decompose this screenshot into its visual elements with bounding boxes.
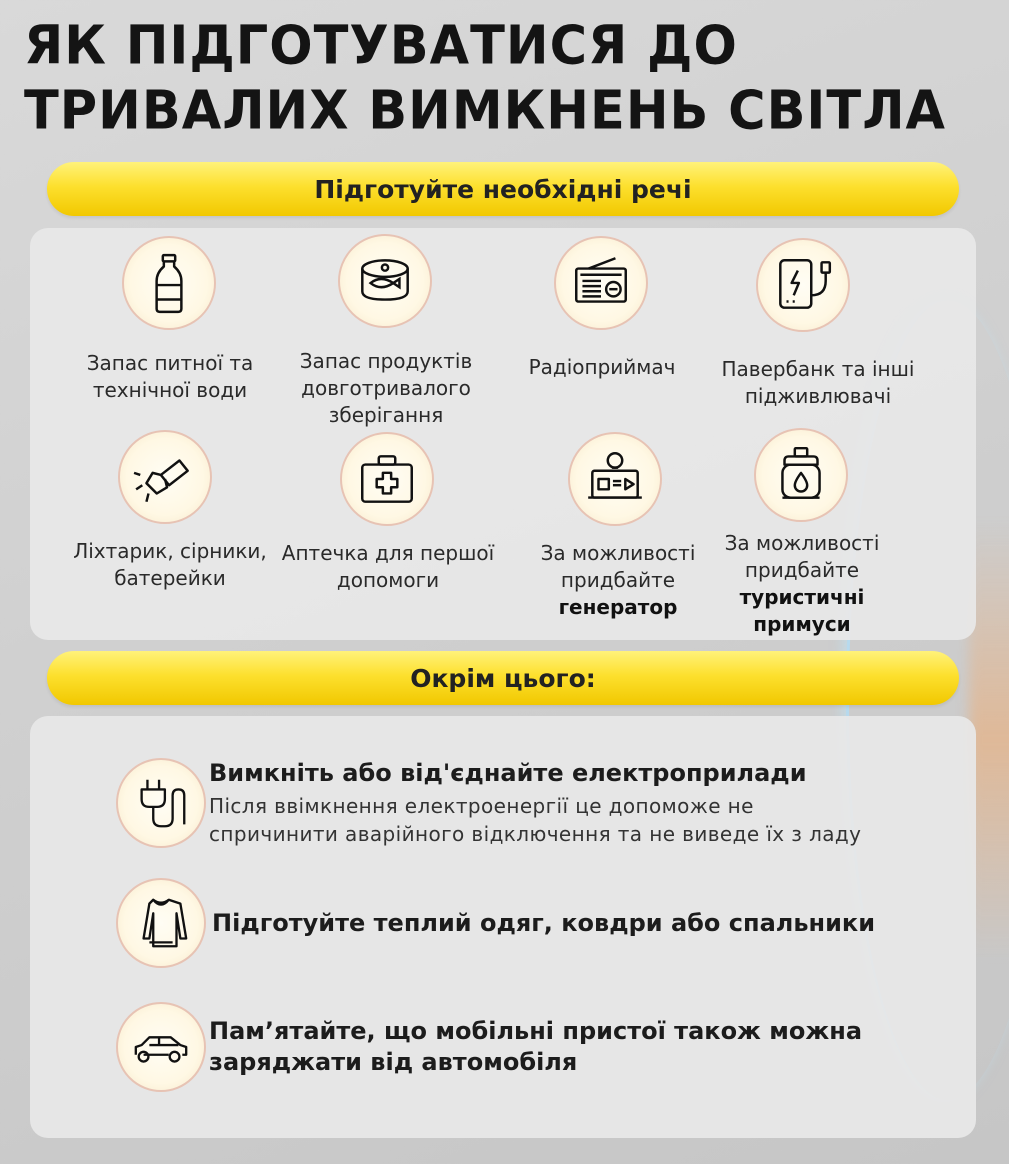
water-bottle-icon xyxy=(122,236,216,330)
flashlight-icon xyxy=(118,430,212,524)
item-food-label: Запас продуктів довготривалого зберігання xyxy=(299,349,473,427)
item-radio-label: Радіоприймач xyxy=(528,355,676,379)
item-gas-text: За можливості придбайте xyxy=(724,531,880,582)
gas-canister-icon xyxy=(754,428,848,522)
tip-warm-clothes-title: Підготуйте теплий одяг, ковдри або спальники xyxy=(212,909,876,937)
tip-car-charge-title-line-1: Пам’ятайте, що мобільні пристої також можна xyxy=(209,1017,863,1045)
item-gas-bold: туристичні примуси xyxy=(739,585,865,636)
item-generator-bold: генератор xyxy=(558,595,678,619)
item-gas-label xyxy=(692,530,912,638)
car-icon xyxy=(116,1002,206,1092)
powerbank-icon xyxy=(756,238,850,332)
item-flashlight-label: Ліхтарик, сірники, батерейки xyxy=(73,539,267,590)
item-generator-text: За можливості придбайте xyxy=(540,541,696,592)
page-title xyxy=(24,14,946,144)
plug-icon xyxy=(116,758,206,848)
sweater-icon xyxy=(116,878,206,968)
tips-panel xyxy=(30,716,976,1138)
tip-car-charge-title-line-2: заряджати від автомобіля xyxy=(209,1048,578,1076)
radio-icon xyxy=(554,236,648,330)
section-header-items: Підготуйте необхідні речі xyxy=(47,162,959,216)
canned-food-icon xyxy=(338,234,432,328)
item-water-label: Запас питної та технічної води xyxy=(86,351,254,402)
page-title-line-2: ТРИВАЛИХ ВИМКНЕНЬ СВІТЛА xyxy=(24,80,947,143)
items-panel xyxy=(30,228,976,640)
item-powerbank-label: Павербанк та інші підживлювачі xyxy=(721,357,915,408)
item-firstaid-label: Аптечка для першої допомоги xyxy=(281,541,495,592)
tip-unplug-subtitle-line-1: Після ввімкнення електроенергії це допоможе не xyxy=(209,794,754,818)
tip-unplug-subtitle-line-2: спричинити аварійного відключення та не виведе їх з ладу xyxy=(209,822,862,846)
first-aid-kit-icon xyxy=(340,432,434,526)
page-title-line-1: ЯК ПІДГОТУВАТИСЯ ДО xyxy=(24,15,738,78)
generator-icon xyxy=(568,432,662,526)
tip-unplug-title: Вимкніть або від'єднайте електроприлади xyxy=(209,759,807,787)
section-header-extra: Окрім цього: xyxy=(47,651,959,705)
